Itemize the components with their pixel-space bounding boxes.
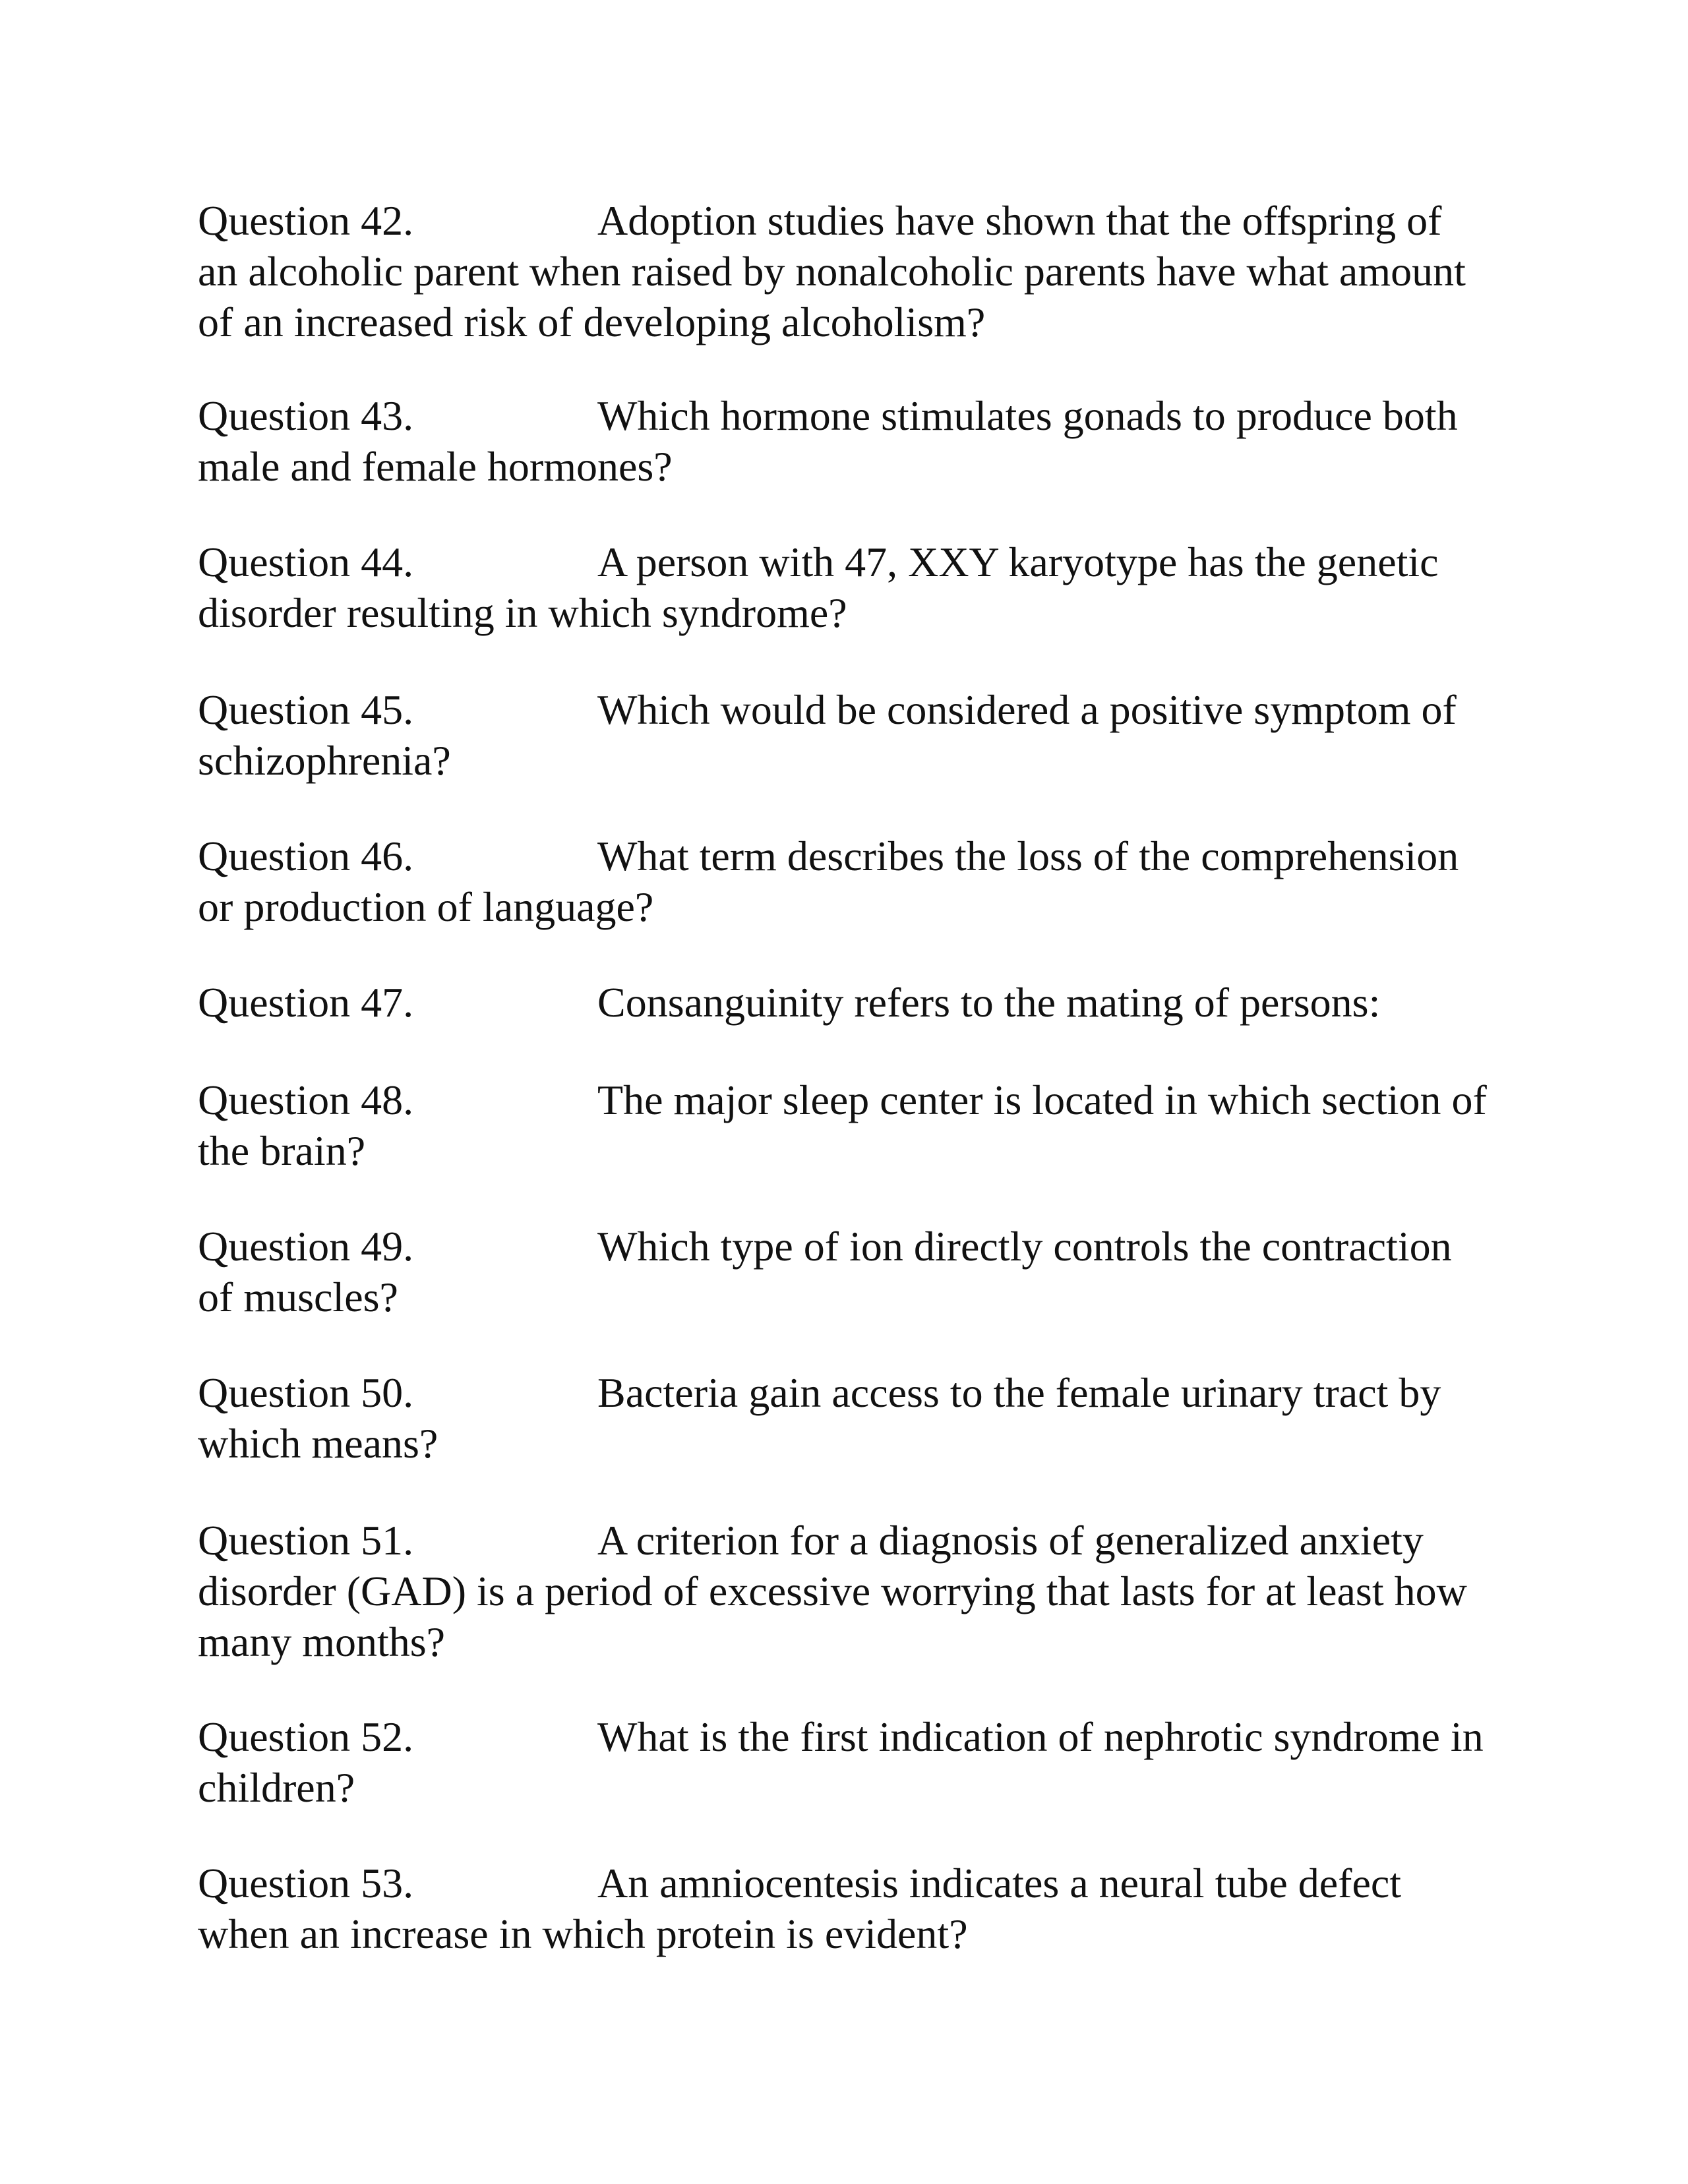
question-number: Question 46. [198,833,414,879]
question-number: Question 47. [198,979,414,1026]
question-text: The major sleep center is located in which section of the brain? [198,1077,1487,1174]
question-number: Question 43. [198,392,414,439]
question-text: Which type of ion directly controls the contraction of muscles? [198,1223,1452,1320]
question-number: Question 42. [198,197,414,244]
question-number: Question 44. [198,539,414,585]
question-51 [198,1515,1490,1667]
question-text: What term describes the loss of the comprehension or production of language? [198,833,1459,930]
question-46 [198,831,1490,932]
question-text: An amniocentesis indicates a neural tube defect when an increase in which protein is evident? [198,1860,1402,1957]
question-text: Which would be considered a positive symptom of schizophrenia? [198,686,1457,784]
question-text: A person with 47, XXY karyotype has the genetic disorder resulting in which syndrome? [198,539,1439,636]
question-52 [198,1711,1490,1813]
question-47 [198,977,1490,1028]
question-number: Question 53. [198,1860,414,1906]
question-number: Question 49. [198,1223,414,1270]
question-53 [198,1858,1490,1959]
question-number: Question 50. [198,1369,414,1416]
question-number: Question 45. [198,686,414,733]
question-49 [198,1221,1490,1322]
question-number: Question 48. [198,1077,414,1123]
question-text: Consanguinity refers to the mating of persons: [597,979,1381,1026]
question-text: Bacteria gain access to the female urinary tract by which means? [198,1369,1441,1467]
question-number: Question 52. [198,1713,414,1760]
question-text: What is the first indication of nephrotic syndrome in children? [198,1713,1484,1811]
question-50 [198,1367,1490,1469]
question-48 [198,1075,1490,1176]
question-text: Adoption studies have shown that the offspring of an alcoholic parent when raised by nonalcoholic parents have what amount of an increased risk of developing alcoholism? [198,197,1466,345]
question-42 [198,195,1490,347]
question-number: Question 51. [198,1517,414,1564]
question-44 [198,537,1490,638]
question-45 [198,684,1490,786]
question-text: Which hormone stimulates gonads to produce both male and female hormones? [198,392,1458,490]
question-text: A criterion for a diagnosis of generalized anxiety disorder (GAD) is a period of excessive worrying that lasts for at least how many months? [198,1517,1467,1665]
question-43 [198,390,1490,492]
